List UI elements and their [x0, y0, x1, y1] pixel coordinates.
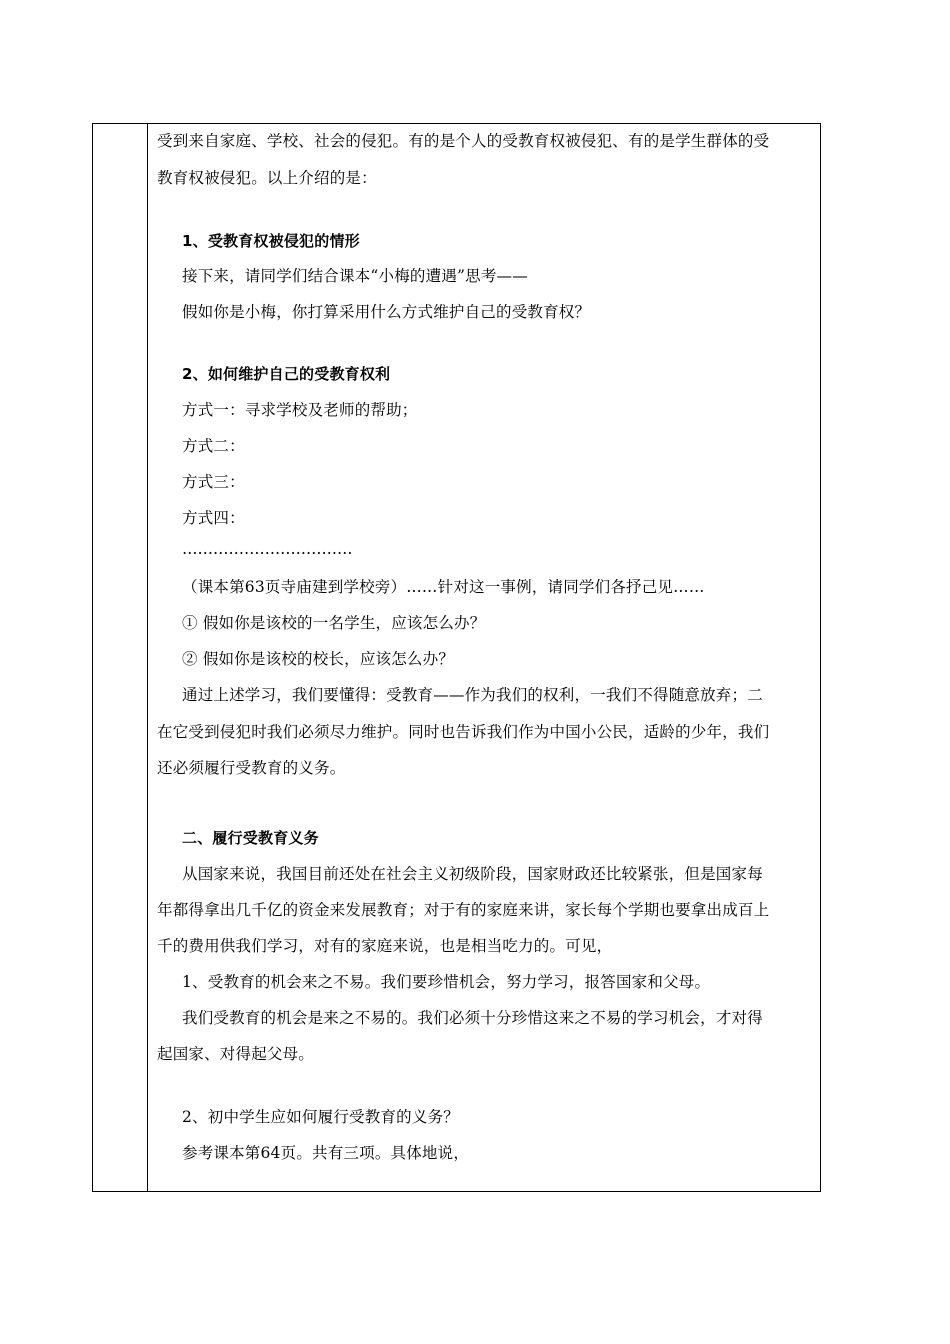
- left-column-cell: [93, 124, 148, 1191]
- text-line: 2、初中学生应如何履行受教育的义务？: [182, 1108, 459, 1126]
- text-line: 年都得拿出几千亿的资金来发展教育；对于有的家庭来讲，家长每个学期也要拿出成百上: [157, 901, 770, 919]
- text-line: 方式四：: [182, 509, 245, 527]
- text-line: 1、受教育的机会来之不易。我们要珍惜机会，努力学习，报答国家和父母。: [182, 973, 711, 991]
- section-heading: 1、受教育权被侵犯的情形: [182, 232, 360, 250]
- text-line: 方式三：: [182, 473, 245, 491]
- text-line: （课本第63页寺庙建到学校旁）……针对这一事例，请同学们各抒己见……: [182, 578, 705, 596]
- text-line: 千的费用供我们学习，对有的家庭来说，也是相当吃力的。可见，: [157, 937, 613, 955]
- text-line: 在它受到侵犯时我们必须尽力维护。同时也告诉我们作为中国小公民，适龄的少年，我们: [157, 723, 770, 741]
- ellipsis-line: ……………………………: [182, 540, 353, 558]
- text-line: 我们受教育的机会是来之不易的。我们必须十分珍惜这来之不易的学习机会，才对得: [182, 1009, 763, 1027]
- content-cell: [149, 124, 820, 1191]
- text-line: 起国家、对得起父母。: [157, 1045, 315, 1063]
- text-line: 方式一：寻求学校及老师的帮助；: [182, 401, 418, 419]
- text-line: 教育权被侵犯。以上介绍的是：: [157, 169, 377, 187]
- text-line: 从国家来说，我国目前还处在社会主义初级阶段，国家财政还比较紧张，但是国家每: [182, 865, 763, 883]
- text-line: 受到来自家庭、学校、社会的侵犯。有的是个人的受教育权被侵犯、有的是学生群体的受: [157, 132, 770, 150]
- section-heading: 二、履行受教育义务: [182, 829, 319, 847]
- text-line: 方式二：: [182, 437, 245, 455]
- text-line: 通过上述学习，我们要懂得：受教育——作为我们的权利，一我们不得随意放弃；二: [182, 686, 763, 704]
- lesson-table: [92, 123, 821, 1192]
- text-line: ② 假如你是该校的校长，应该怎么办？: [182, 650, 455, 668]
- text-line: 还必须履行受教育的义务。: [157, 759, 346, 777]
- text-line: 接下来，请同学们结合课本“小梅的遭遇”思考——: [182, 267, 528, 285]
- text-line: 参考课本第64页。共有三项。具体地说，: [182, 1144, 470, 1162]
- text-line: ① 假如你是该校的一名学生，应该怎么办？: [182, 614, 486, 632]
- text-line: 假如你是小梅，你打算采用什么方式维护自己的受教育权？: [182, 303, 591, 321]
- section-heading: 2、如何维护自己的受教育权利: [182, 365, 391, 383]
